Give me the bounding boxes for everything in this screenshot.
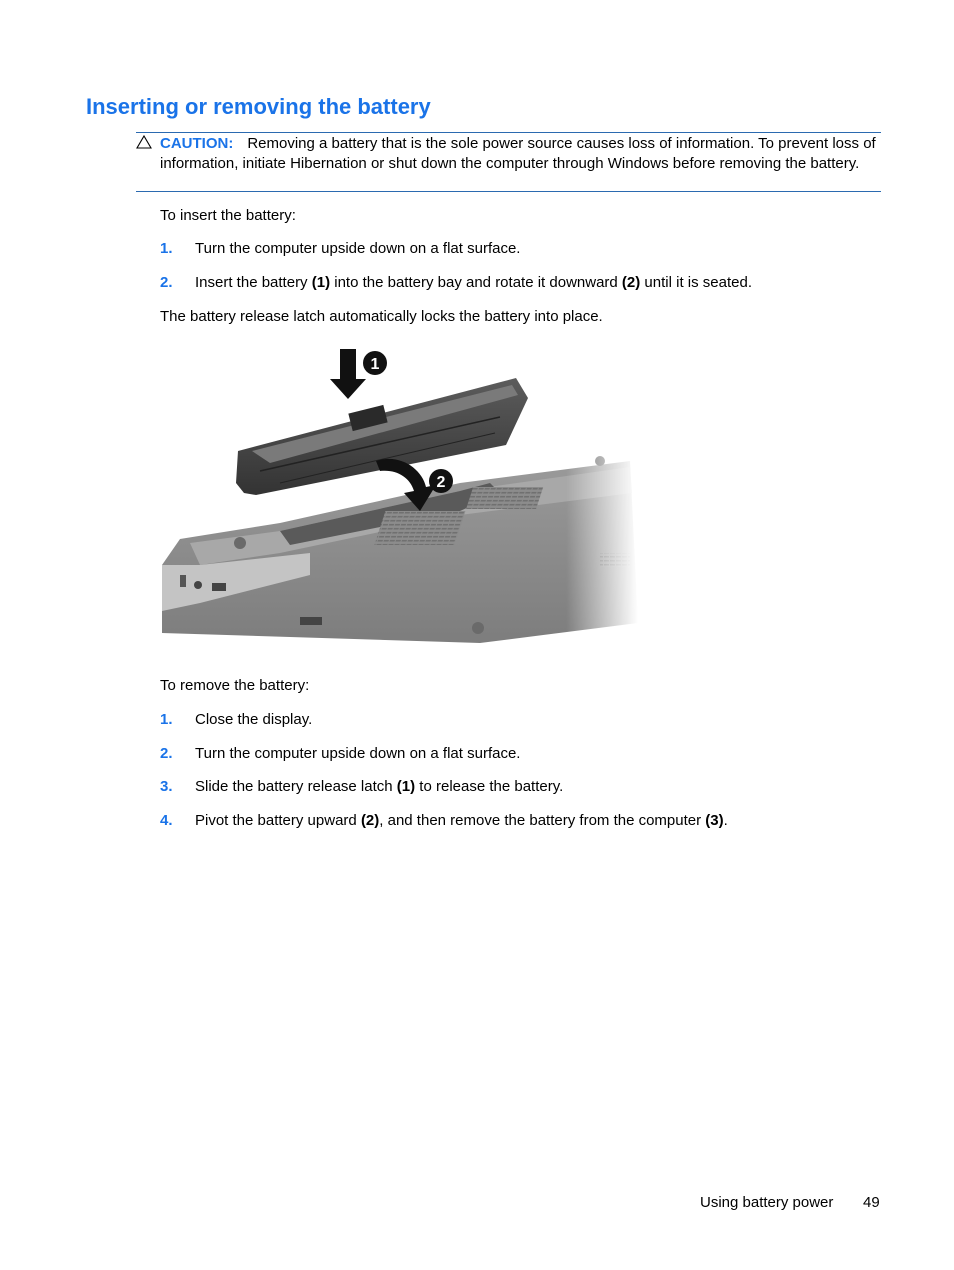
caution-message: Removing a battery that is the sole power source causes loss of information. To prevent loss of information, initiate Hibernation or shut down the computer through Windows before removing the battery. <box>160 135 876 172</box>
step-text-part: Turn the computer upside down on a flat surface. <box>195 240 521 257</box>
warning-triangle-icon <box>136 135 152 149</box>
step-text-part: until it is seated. <box>640 274 752 291</box>
callout-reference: (1) <box>396 778 416 795</box>
step-text-part: , and then remove the battery from the computer <box>379 812 706 829</box>
footer-section-title: Using battery power <box>700 1194 834 1211</box>
caution-label: CAUTION: <box>160 135 234 152</box>
step-text-part: Slide the battery release latch <box>195 778 397 795</box>
callout-reference: (1) <box>311 274 331 291</box>
battery-insertion-illustration <box>160 343 638 648</box>
callout-reference: (2) <box>360 812 380 829</box>
step-text-part: to release the battery. <box>415 778 564 795</box>
step-text <box>195 710 312 729</box>
step-text <box>195 744 520 763</box>
step-text <box>195 811 728 830</box>
callout-reference: (2) <box>621 274 641 291</box>
step-number: 1. <box>160 711 173 728</box>
step-text <box>195 239 520 258</box>
step-text-part: Turn the computer upside down on a flat surface. <box>195 745 521 762</box>
step-number: 4. <box>160 812 173 829</box>
caution-box <box>136 132 881 192</box>
page-heading: Inserting or removing the battery <box>86 94 431 119</box>
step-text-part: Pivot the battery upward <box>195 812 361 829</box>
caution-text-block <box>160 134 881 173</box>
step-text <box>195 273 752 292</box>
remove-intro: To remove the battery: <box>160 677 310 694</box>
step-text-part: Insert the battery <box>195 274 312 291</box>
step-text <box>195 777 563 796</box>
step-text-part: Close the display. <box>195 711 313 728</box>
step-number: 2. <box>160 274 173 291</box>
insert-note: The battery release latch automatically locks the battery into place. <box>160 308 603 325</box>
step-text-part: into the battery bay and rotate it downward <box>330 274 622 291</box>
step-number: 3. <box>160 778 173 795</box>
step-text-part: . <box>723 812 728 829</box>
step-number: 2. <box>160 745 173 762</box>
page-number: 49 <box>863 1194 880 1211</box>
callout-reference: (3) <box>705 812 724 829</box>
insert-intro: To insert the battery: <box>160 207 296 224</box>
step-number: 1. <box>160 240 173 257</box>
